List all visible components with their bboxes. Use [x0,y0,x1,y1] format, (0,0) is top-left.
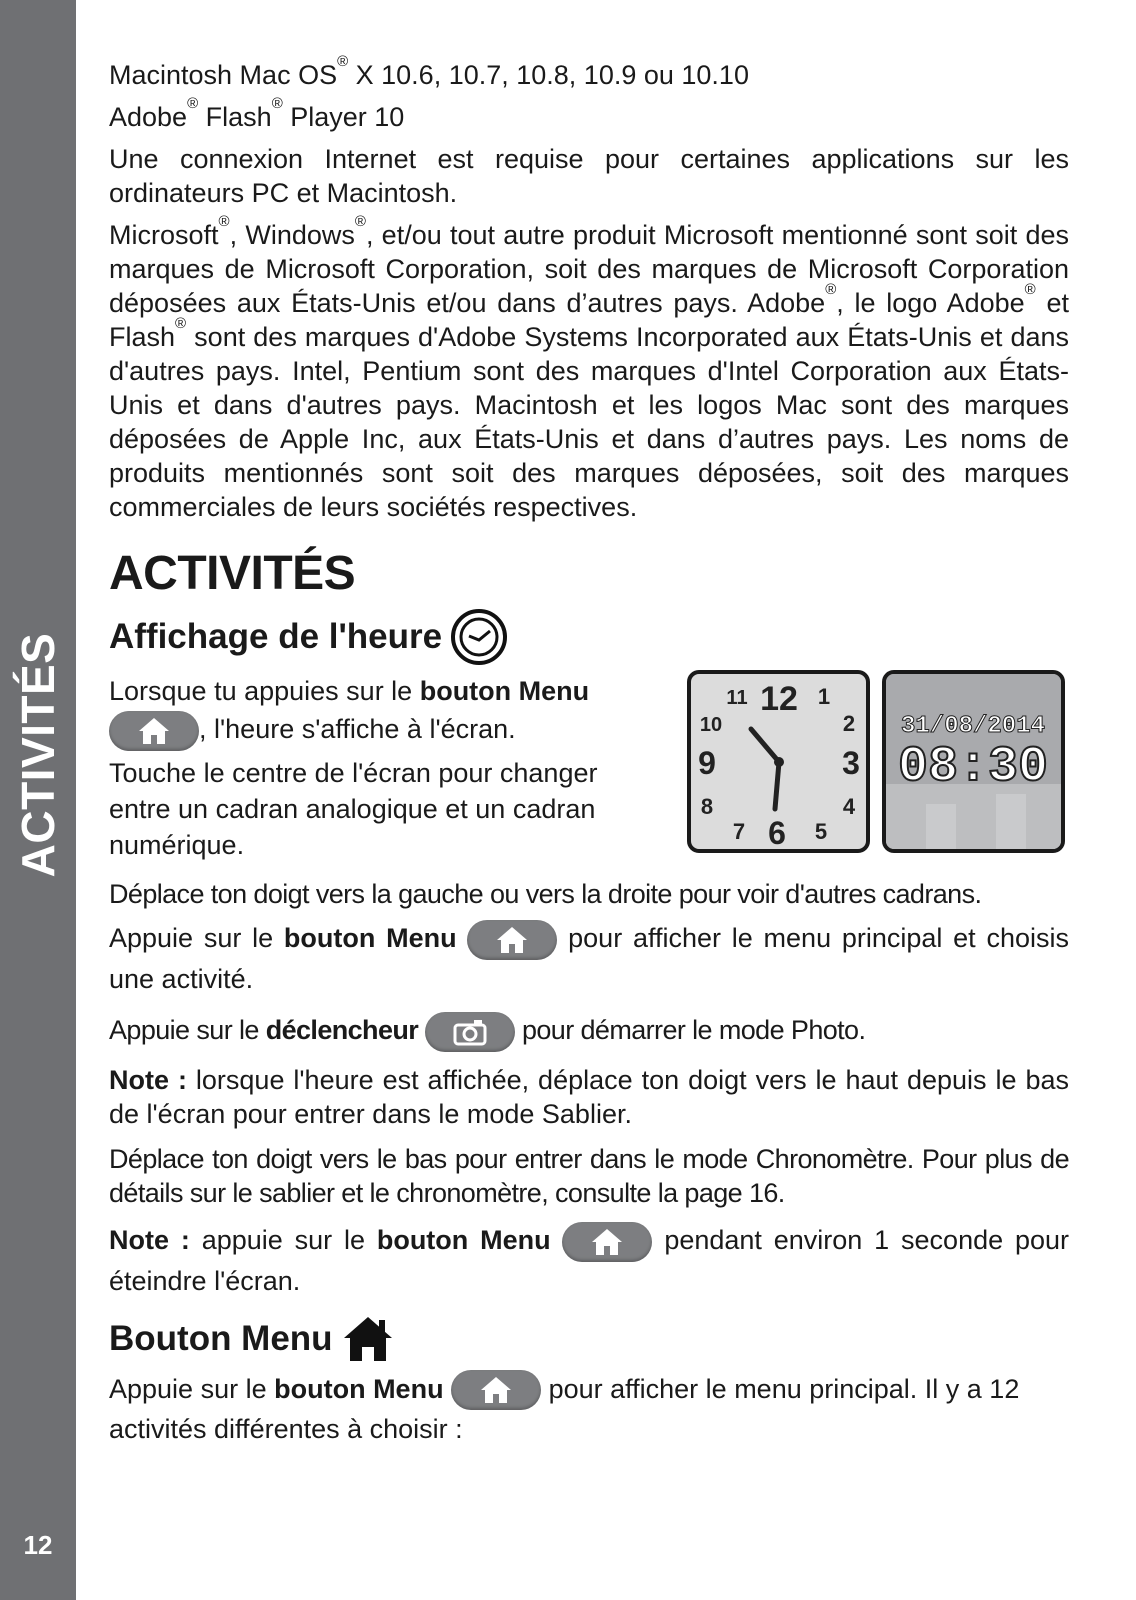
menu-instruction: Appuie sur le bouton Menu pour afficher le menu principal et choisis une activité. [109,919,1069,998]
section-title: ACTIVITÉS [109,547,356,600]
clock-number: 12 [760,680,798,718]
clock-number: 9 [698,745,716,781]
stopwatch-instruction: Déplace ton doigt vers le bas pour entrer dans le mode Chronomètre. Pour plus de détails sur le sablier et le chronomètre, consulte la page 16. [109,1143,1069,1208]
requirement-internet: Une connexion Internet est requise pour certaines applications sur les ordinateurs PC et Macintosh. [109,144,1069,208]
note-power-off: Note : appuie sur le bouton Menu pendant environ 1 seconde pour éteindre l'écran. [109,1221,1069,1300]
sidebar [0,0,76,1600]
clock-number: 7 [732,819,746,844]
menu-button[interactable] [451,1370,541,1410]
requirement-flash: Adobe® Flash® Player 10 [109,95,405,132]
time-toggle-text: Touche le centre de l'écran pour changer entre un cadran analogique et un cadran numérique. [109,757,598,860]
note-hourglass: Note : lorsque l'heure est affichée, déplace ton doigt vers le haut depuis le bas de l'écran pour entrer dans le mode Sablier. [109,1064,1069,1129]
page-number: 12 [23,1530,53,1560]
shutter-instruction: Appuie sur le déclencheur pour démarrer le mode Photo. [109,1009,1069,1052]
time-instruction: Lorsque tu appuies sur le bouton Menu , l'heure s'affiche à l'écran. [109,672,659,751]
clock-number: 8 [700,794,714,819]
shutter-button[interactable] [425,1012,515,1052]
clock-icon [450,608,508,666]
home-icon [479,1375,513,1405]
trademark-notice: Microsoft®, Windows®, et/ou tout autre produit Microsoft mentionné sont soit des marques de Microsoft Corporation, soit des marques de Microsoft Corporation déposées aux États-Unis et/ou dans d’autres pays. Adobe®, le logo Adobe® et Flash® sont des marques d'Adobe Systems Incorporated aux États-Unis et dans d'autres pays. Intel, Pentium sont des marques d'Intel Corporation aux États-Unis et dans d'autres pays. Macintosh et les logos Mac sont des marques déposées de Apple Inc, aux États-Unis et dans d’autres pays. Les noms de produits mentionnés sont soit des marques déposées, soit des marques commerciales de leurs sociétés respectives. [109,213,1069,522]
time-display-row [109,672,1069,871]
hour-hand [751,729,779,762]
section-label: ACTIVITÉS [12,632,64,878]
time-heading: Affichage de l'heure [109,608,1069,666]
menu-button[interactable] [562,1222,652,1262]
digital-clock-face[interactable] [882,670,1065,853]
clock-number: 1 [817,684,831,709]
clock-number: 4 [842,794,856,819]
clock-number: 2 [842,711,856,736]
home-icon [137,716,171,746]
digital-time: 08:30 [897,739,1049,796]
clock-number: 11 [726,687,748,709]
clock-number: 10 [699,714,723,736]
clock-number: 3 [842,745,860,781]
swipe-instruction: Déplace ton doigt vers la gauche ou vers la droite pour voir d'autres cadrans. [109,878,982,909]
requirement-mac: Macintosh Mac OS® X 10.6, 10.7, 10.8, 10.9 ou 10.10 [109,53,749,90]
clock-number: 5 [814,819,828,844]
page-content [109,53,1069,1456]
minute-hand [775,762,779,809]
analog-clock-face[interactable] [687,670,870,853]
home-icon [341,1314,395,1364]
menu-intro: Appuie sur le bouton Menu pour afficher le menu principal. Il y a 12 activités différentes à choisir : [109,1370,1069,1449]
digital-date: 31/08/2014 [900,713,1046,740]
camera-icon [452,1018,488,1046]
menu-button[interactable] [467,920,557,960]
home-icon [590,1227,624,1257]
menu-heading: Bouton Menu [109,1314,1069,1364]
menu-button[interactable] [109,711,199,751]
home-icon [495,925,529,955]
clock-number: 6 [768,815,786,849]
